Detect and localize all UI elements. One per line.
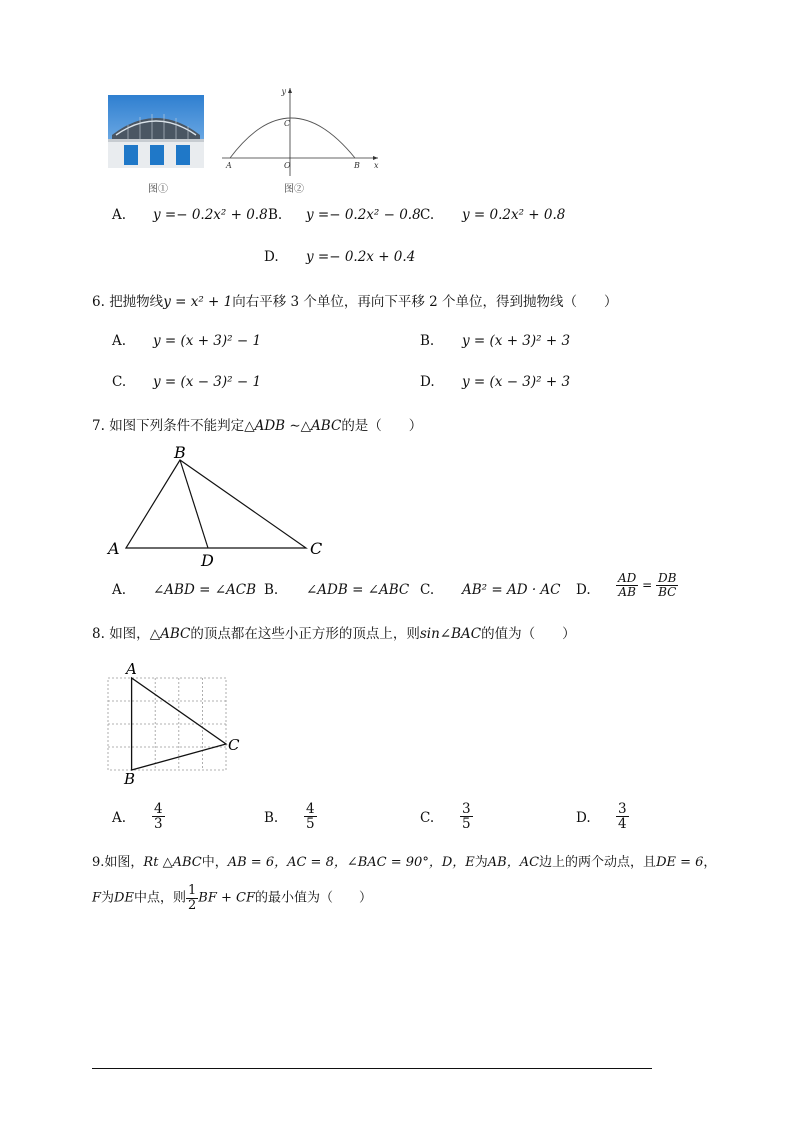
q7-option-b: ∠ADB = ∠ABC	[306, 582, 410, 598]
q8-option-a-letter: A.	[112, 810, 127, 826]
q9-half-fraction: $\frac{1}{2}$	[187, 883, 197, 913]
graph-label-b: B	[354, 161, 360, 170]
parabola-graph	[218, 84, 388, 178]
q8-option-d: $\frac{3}{4}$	[618, 801, 627, 833]
q7-option-b-letter: B.	[264, 582, 279, 598]
q6-option-b-letter: B.	[420, 333, 435, 349]
q7-number: 7.	[92, 418, 105, 434]
q7-stem-post: 的是（ ）	[341, 418, 423, 434]
q7-option-d: $\frac{AD}{AB}$ = $\frac{DB}{BC}$	[618, 571, 677, 599]
q7-option-a-letter: A.	[112, 582, 127, 598]
q7-option-d-frac2: $\frac{DB}{BC}$	[658, 571, 677, 599]
q8-fig-label-a: A	[126, 660, 137, 678]
figure1-caption: 图①	[148, 184, 168, 195]
q8-stem-pre: 如图，	[109, 626, 150, 642]
q8-option-b: $\frac{4}{5}$	[306, 801, 315, 833]
q7-option-c-letter: C.	[420, 582, 435, 598]
q6-option-a-letter: A.	[112, 333, 127, 349]
q8-stem-formula1: △ABC	[149, 626, 191, 642]
q8-number: 8.	[92, 626, 105, 642]
page-divider	[92, 1068, 652, 1069]
graph-label-c: C	[284, 119, 291, 128]
q8-stem	[92, 622, 576, 642]
q6-option-a: y = (x + 3)² − 1	[153, 333, 262, 349]
q8-option-c-letter: C.	[420, 810, 435, 826]
q7-fig-label-d: D	[201, 551, 214, 570]
figure2-caption: 图②	[284, 184, 304, 195]
q9-line2: F为DE中点，则 $\frac{1}{2}$ BF + CF的最小值为（ ）	[92, 883, 372, 913]
q7-fig-label-b: B	[174, 443, 186, 462]
q6-option-c: y = (x − 3)² − 1	[153, 374, 262, 390]
grid-triangle-figure	[100, 658, 260, 786]
q7-option-d-letter: D.	[576, 582, 591, 598]
q6-number: 6.	[92, 294, 105, 310]
q7-option-c: AB² = AD · AC	[462, 582, 561, 598]
graph-label-y: y	[281, 87, 286, 96]
q6-option-d: y = (x − 3)² + 3	[462, 374, 571, 390]
q5-option-b: y =− 0.2x² − 0.8	[306, 207, 421, 223]
q7-stem-formula: △ADB ∼△ABC	[244, 418, 342, 434]
graph-label-a: A	[226, 161, 232, 170]
q5-option-c-letter: C.	[420, 207, 435, 223]
q8-option-d-letter: D.	[576, 810, 591, 826]
q9-number: 9.	[92, 855, 105, 870]
q5-option-a-letter: A.	[112, 207, 127, 223]
graph-label-x: x	[374, 161, 379, 170]
graph-label-o: O	[284, 161, 291, 170]
q8-fig-label-c: C	[228, 736, 240, 754]
q9-line1: 9.如图，Rt △ABC中，AB = 6，AC = 8，∠BAC = 90°，D，E为AB，AC边上的两个动点，且DE = 6，	[92, 855, 717, 870]
q8-option-b-letter: B.	[264, 810, 279, 826]
q5-option-b-letter: B.	[268, 207, 283, 223]
q5-option-d-letter: D.	[264, 249, 279, 265]
q7-option-a: ∠ABD = ∠ACB	[153, 582, 257, 598]
q8-stem-post: 的值为（ ）	[481, 626, 576, 642]
q8-option-a: $\frac{4}{3}$	[154, 801, 163, 833]
q7-fig-label-a: A	[108, 539, 120, 558]
q6-option-c-letter: C.	[112, 374, 127, 390]
q7-fig-label-c: C	[310, 539, 323, 558]
q5-option-d: y =− 0.2x + 0.4	[306, 249, 416, 265]
q5-option-c: y = 0.2x² + 0.8	[462, 207, 566, 223]
q6-stem	[92, 290, 618, 310]
q8-fig-label-b: B	[124, 770, 136, 786]
q8-option-c: $\frac{3}{5}$	[462, 801, 471, 833]
q8-stem-formula2: sin∠BAC	[419, 626, 482, 642]
q6-stem-post: 向右平移 3 个单位，再向下平移 2 个单位，得到抛物线（ ）	[232, 294, 618, 310]
building-photo	[108, 95, 204, 168]
q6-stem-formula: y = x² + 1	[163, 294, 233, 310]
q6-option-d-letter: D.	[420, 374, 435, 390]
q6-stem-pre: 把抛物线	[109, 294, 164, 310]
q7-option-d-frac1: $\frac{AD}{AB}$	[618, 571, 637, 599]
q5-option-a: y =− 0.2x² + 0.8	[153, 207, 268, 223]
q7-stem	[92, 414, 422, 434]
triangle-abc-figure	[100, 440, 340, 570]
q7-stem-pre: 如图下列条件不能判定	[109, 418, 245, 434]
q6-option-b: y = (x + 3)² + 3	[462, 333, 571, 349]
q8-stem-mid: 的顶点都在这些小正方形的顶点上，则	[190, 626, 420, 642]
